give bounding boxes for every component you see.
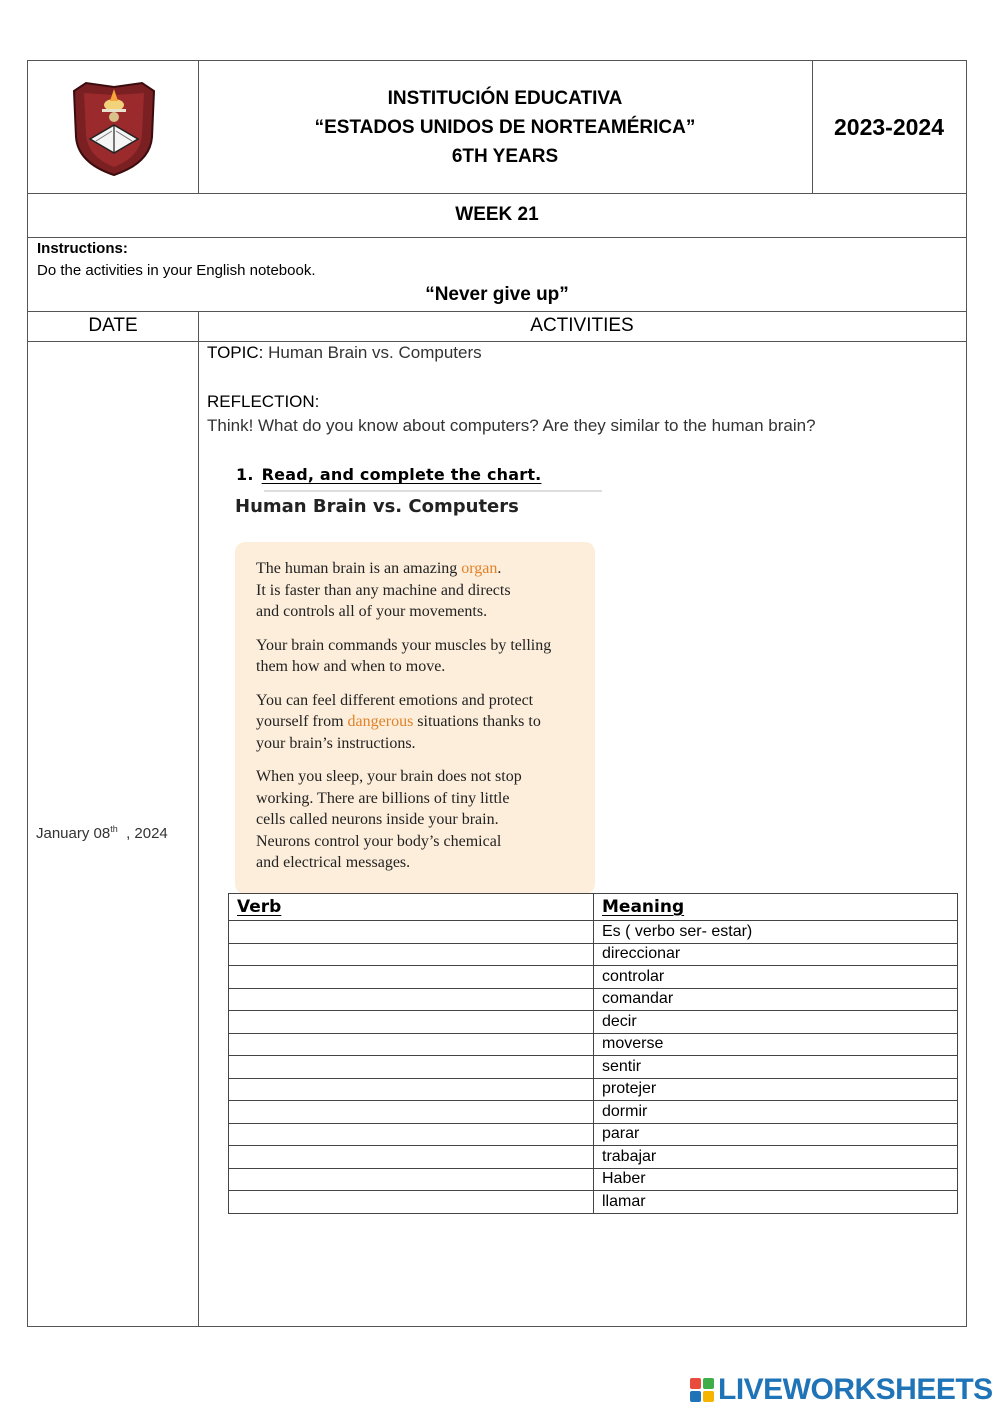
meaning-cell: decir bbox=[594, 1011, 958, 1034]
passage-text: yourself from bbox=[256, 713, 348, 730]
date-year: , 2024 bbox=[117, 825, 168, 842]
table-row bbox=[229, 1101, 958, 1124]
reflection-label: REFLECTION: bbox=[207, 392, 320, 411]
meaning-cell: direccionar bbox=[594, 943, 958, 966]
passage-paragraph-2 bbox=[256, 635, 595, 678]
table-row bbox=[229, 1146, 958, 1169]
liveworksheets-logo[interactable] bbox=[690, 1373, 993, 1407]
passage-text: and electrical messages. bbox=[256, 854, 411, 871]
meaning-cell: dormir bbox=[594, 1101, 958, 1124]
school-crest-icon bbox=[66, 79, 162, 179]
passage-text: It is faster than any machine and directs bbox=[256, 581, 511, 599]
activities-column-header: ACTIVITIES bbox=[530, 315, 634, 336]
verb-answer-cell[interactable] bbox=[229, 988, 594, 1011]
passage-text: You can feel different emotions and protect bbox=[256, 691, 534, 709]
date-column-header: DATE bbox=[28, 311, 199, 341]
table-row bbox=[229, 1123, 958, 1146]
verb-answer-cell[interactable] bbox=[229, 943, 594, 966]
divider bbox=[264, 490, 602, 492]
topic-value: Human Brain vs. Computers bbox=[263, 343, 482, 362]
passage-text: your brain’s instructions. bbox=[256, 734, 416, 752]
topic-label: TOPIC: bbox=[207, 343, 264, 362]
highlight-word: organ bbox=[461, 560, 498, 577]
passage-paragraph-1 bbox=[256, 558, 595, 623]
passage-text: Neurons control your body’s chemical bbox=[256, 832, 502, 850]
table-row bbox=[229, 966, 958, 989]
liveworksheets-brand: LIVEWORKSHEETS bbox=[718, 1373, 993, 1406]
institution-line-3: 6TH YEARS bbox=[451, 145, 559, 167]
meaning-cell: parar bbox=[594, 1123, 958, 1146]
passage-text: cells called neurons inside your brain. bbox=[256, 811, 499, 828]
verb-meaning-table bbox=[228, 893, 958, 1214]
worksheet bbox=[27, 60, 967, 1327]
passage-text: and controls all of your movements. bbox=[256, 603, 488, 620]
institution-title bbox=[198, 61, 813, 193]
verb-column-header: Verb bbox=[229, 894, 594, 921]
verb-answer-cell[interactable] bbox=[229, 1056, 594, 1079]
verb-answer-cell[interactable] bbox=[229, 1011, 594, 1034]
instructions-section bbox=[28, 237, 966, 312]
table-row bbox=[229, 1191, 958, 1214]
meaning-cell: protejer bbox=[594, 1078, 958, 1101]
instructions-label: Instructions: bbox=[37, 240, 128, 257]
table-row bbox=[229, 988, 958, 1011]
institution-line-1: INSTITUCIÓN EDUCATIVA bbox=[387, 87, 623, 109]
passage-text: . bbox=[497, 560, 502, 577]
table-row bbox=[229, 943, 958, 966]
verb-answer-cell[interactable] bbox=[229, 1168, 594, 1191]
motto: “Never give up” bbox=[425, 284, 569, 305]
instructions-text: Do the activities in your English notebook. bbox=[37, 262, 316, 279]
date-suffix: th bbox=[110, 824, 118, 834]
meaning-cell: Haber bbox=[594, 1168, 958, 1191]
table-row bbox=[229, 1056, 958, 1079]
header-row bbox=[28, 61, 966, 194]
meaning-cell: controlar bbox=[594, 966, 958, 989]
table-header-row bbox=[229, 894, 958, 921]
activity-date bbox=[36, 824, 168, 842]
passage-paragraph-4 bbox=[256, 766, 595, 874]
date-cell bbox=[28, 341, 199, 1326]
date-prefix: January 08 bbox=[36, 825, 111, 842]
verb-answer-cell[interactable] bbox=[229, 921, 594, 944]
liveworksheets-icon bbox=[690, 1378, 714, 1402]
column-header-row bbox=[28, 311, 966, 342]
verb-answer-cell[interactable] bbox=[229, 1078, 594, 1101]
task-number: 1. bbox=[236, 465, 254, 484]
meaning-cell: Es ( verbo ser- estar) bbox=[594, 921, 958, 944]
table-row bbox=[229, 1078, 958, 1101]
verb-answer-cell[interactable] bbox=[229, 1191, 594, 1214]
task-heading bbox=[236, 465, 541, 484]
table-row bbox=[229, 1033, 958, 1056]
reflection-question: Think! What do you know about computers? Are they similar to the human brain? bbox=[207, 416, 816, 435]
school-year: 2023-2024 bbox=[834, 113, 944, 140]
passage-text: When you sleep, your brain does not stop bbox=[256, 768, 522, 785]
verb-answer-cell[interactable] bbox=[229, 1101, 594, 1124]
highlight-word: dangerous bbox=[347, 713, 414, 730]
table-row bbox=[229, 921, 958, 944]
passage-text: them how and when to move. bbox=[256, 658, 446, 675]
table-row bbox=[229, 1168, 958, 1191]
meaning-cell: comandar bbox=[594, 988, 958, 1011]
passage-title: Human Brain vs. Computers bbox=[235, 496, 519, 517]
institution-line-2: “ESTADOS UNIDOS DE NORTEAMÉRICA” bbox=[314, 116, 696, 138]
verb-answer-cell[interactable] bbox=[229, 1146, 594, 1169]
meaning-cell: sentir bbox=[594, 1056, 958, 1079]
passage-text: working. There are billions of tiny little bbox=[256, 789, 510, 807]
passage-text: The human brain is an amazing bbox=[256, 560, 462, 577]
passage-text: situations thanks to bbox=[413, 713, 541, 730]
table-row bbox=[229, 1011, 958, 1034]
logo-cell bbox=[28, 61, 199, 193]
verb-table-body bbox=[229, 921, 958, 1214]
meaning-column-header: Meaning bbox=[594, 894, 958, 921]
meaning-cell: trabajar bbox=[594, 1146, 958, 1169]
topic bbox=[207, 343, 482, 363]
passage-paragraph-3 bbox=[256, 690, 595, 755]
verb-answer-cell[interactable] bbox=[229, 1123, 594, 1146]
week-label: WEEK 21 bbox=[28, 193, 966, 238]
verb-answer-cell[interactable] bbox=[229, 1033, 594, 1056]
meaning-cell: llamar bbox=[594, 1191, 958, 1214]
meaning-cell: moverse bbox=[594, 1033, 958, 1056]
verb-answer-cell[interactable] bbox=[229, 966, 594, 989]
task-text: Read, and complete the chart. bbox=[261, 465, 542, 484]
reading-passage bbox=[235, 542, 595, 894]
passage-text: Your brain commands your muscles by telling bbox=[256, 636, 552, 654]
